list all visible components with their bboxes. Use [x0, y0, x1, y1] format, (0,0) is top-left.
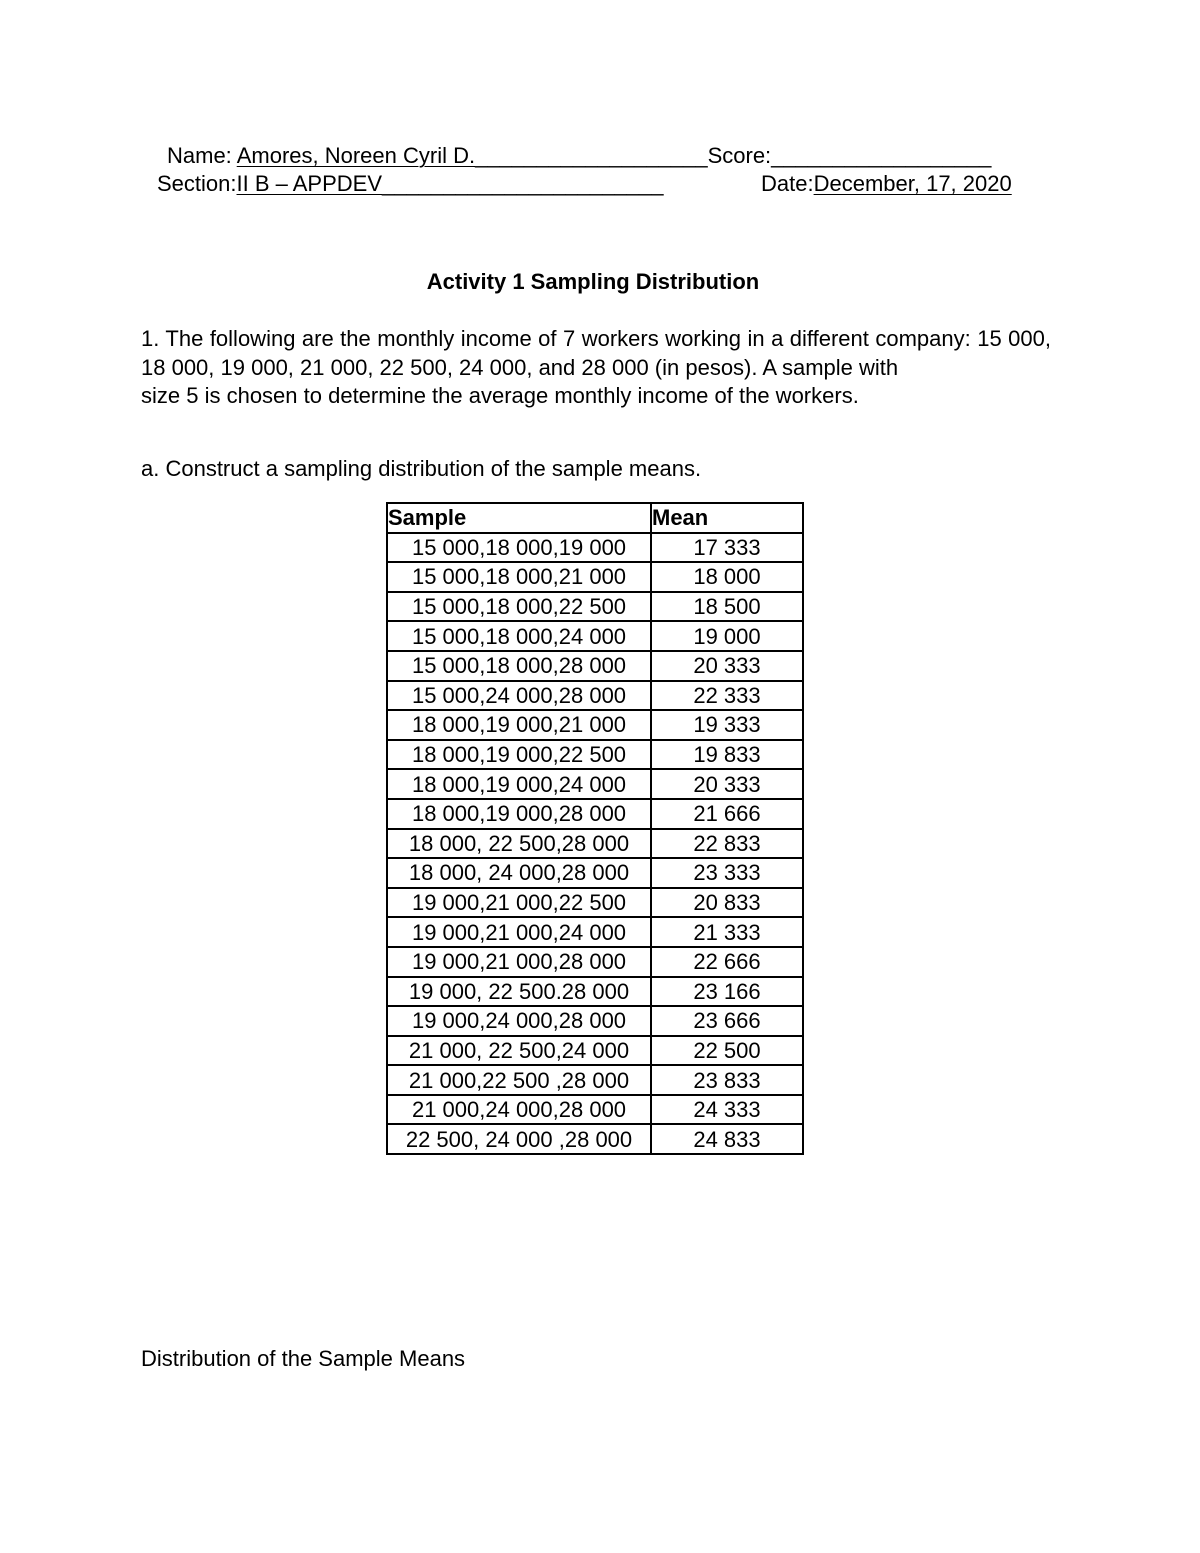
mean-cell: 21 666: [651, 799, 803, 829]
sample-cell: 19 000, 22 500.28 000: [387, 977, 651, 1007]
table-row: [387, 917, 803, 947]
mean-cell: 22 666: [651, 947, 803, 977]
table-row: [387, 592, 803, 622]
table-row: [387, 1036, 803, 1066]
mean-cell: 20 833: [651, 888, 803, 918]
table-header-row: [387, 503, 803, 533]
sample-cell: 18 000,19 000,28 000: [387, 799, 651, 829]
mean-cell: 23 166: [651, 977, 803, 1007]
mean-cell: 22 500: [651, 1036, 803, 1066]
name-value: Amores, Noreen Cyril D.: [236, 143, 476, 168]
sample-cell: 18 000,19 000,22 500: [387, 740, 651, 770]
section-value: II B – APPDEV: [236, 171, 383, 196]
sample-cell: 15 000,18 000,24 000: [387, 621, 651, 651]
table-row: [387, 947, 803, 977]
mean-cell: 19 833: [651, 740, 803, 770]
sample-column-header: Sample: [387, 503, 651, 533]
sample-cell: 15 000,24 000,28 000: [387, 681, 651, 711]
table-row: [387, 1065, 803, 1095]
date-value: December, 17, 2020: [813, 171, 1012, 196]
sample-cell: 19 000,21 000,24 000: [387, 917, 651, 947]
mean-cell: 21 333: [651, 917, 803, 947]
table-row: [387, 977, 803, 1007]
table-row: [387, 1095, 803, 1125]
problem-text-last: size 5 is chosen to determine the average monthly income of the workers.: [141, 383, 859, 408]
mean-cell: 17 333: [651, 533, 803, 563]
mean-cell: 19 000: [651, 621, 803, 651]
section-blank: _______________________: [382, 171, 664, 196]
sample-cell: 18 000, 24 000,28 000: [387, 858, 651, 888]
mean-cell: 24 333: [651, 1095, 803, 1125]
sample-cell: 22 500, 24 000 ,28 000: [387, 1124, 651, 1154]
sample-cell: 18 000,19 000,24 000: [387, 769, 651, 799]
mean-cell: 20 333: [651, 651, 803, 681]
mean-cell: 24 833: [651, 1124, 803, 1154]
table-row: [387, 562, 803, 592]
sample-cell: 21 000,22 500 ,28 000: [387, 1065, 651, 1095]
score-blank: __________________: [771, 143, 992, 168]
sampling-distribution-table: [386, 502, 804, 1155]
table-row: [387, 651, 803, 681]
table-row: [387, 710, 803, 740]
table-row: [387, 1124, 803, 1154]
sample-cell: 15 000,18 000,19 000: [387, 533, 651, 563]
table-row: [387, 858, 803, 888]
sample-cell: 18 000,19 000,21 000: [387, 710, 651, 740]
date-label: Date:: [761, 171, 814, 196]
score-label: Score:: [707, 143, 772, 168]
table-body: [387, 533, 803, 1154]
sample-cell: 15 000,18 000,21 000: [387, 562, 651, 592]
mean-cell: 19 333: [651, 710, 803, 740]
section-line: [157, 170, 663, 198]
section-label: Section:: [157, 171, 237, 196]
mean-cell: 22 333: [651, 681, 803, 711]
table-row: [387, 799, 803, 829]
mean-cell: 18 000: [651, 562, 803, 592]
sample-cell: 21 000,24 000,28 000: [387, 1095, 651, 1125]
problem-statement: [141, 325, 1051, 411]
name-label: Name:: [167, 143, 237, 168]
table-row: [387, 1006, 803, 1036]
distribution-heading: Distribution of the Sample Means: [141, 1346, 466, 1371]
sample-cell: 19 000,24 000,28 000: [387, 1006, 651, 1036]
mean-cell: 23 666: [651, 1006, 803, 1036]
sample-cell: 19 000,21 000,22 500: [387, 888, 651, 918]
sample-cell: 15 000,18 000,22 500: [387, 592, 651, 622]
sample-cell: 15 000,18 000,28 000: [387, 651, 651, 681]
mean-cell: 23 833: [651, 1065, 803, 1095]
mean-cell: 22 833: [651, 829, 803, 859]
table-row: [387, 829, 803, 859]
sample-cell: 18 000, 22 500,28 000: [387, 829, 651, 859]
mean-cell: 20 333: [651, 769, 803, 799]
table-row: [387, 888, 803, 918]
activity-title: Activity 1 Sampling Distribution: [426, 269, 760, 294]
mean-cell: 23 333: [651, 858, 803, 888]
name-line: [167, 142, 991, 170]
table-row: [387, 740, 803, 770]
table-row: [387, 621, 803, 651]
mean-cell: 18 500: [651, 592, 803, 622]
part-a-prompt: a. Construct a sampling distribution of the sample means.: [141, 456, 702, 481]
problem-text: 1. The following are the monthly income of 7 workers working in a different company: 15 000, 18 000, 19 000, 21 000, 22 500, 24 000, and 28 000 (in pesos). A sample with: [141, 326, 1051, 380]
table-row: [387, 769, 803, 799]
name-blank: ___________________: [475, 143, 708, 168]
table-row: [387, 533, 803, 563]
sample-cell: 19 000,21 000,28 000: [387, 947, 651, 977]
mean-column-header: Mean: [651, 503, 803, 533]
table-row: [387, 681, 803, 711]
date-line: [761, 170, 1012, 198]
sample-cell: 21 000, 22 500,24 000: [387, 1036, 651, 1066]
